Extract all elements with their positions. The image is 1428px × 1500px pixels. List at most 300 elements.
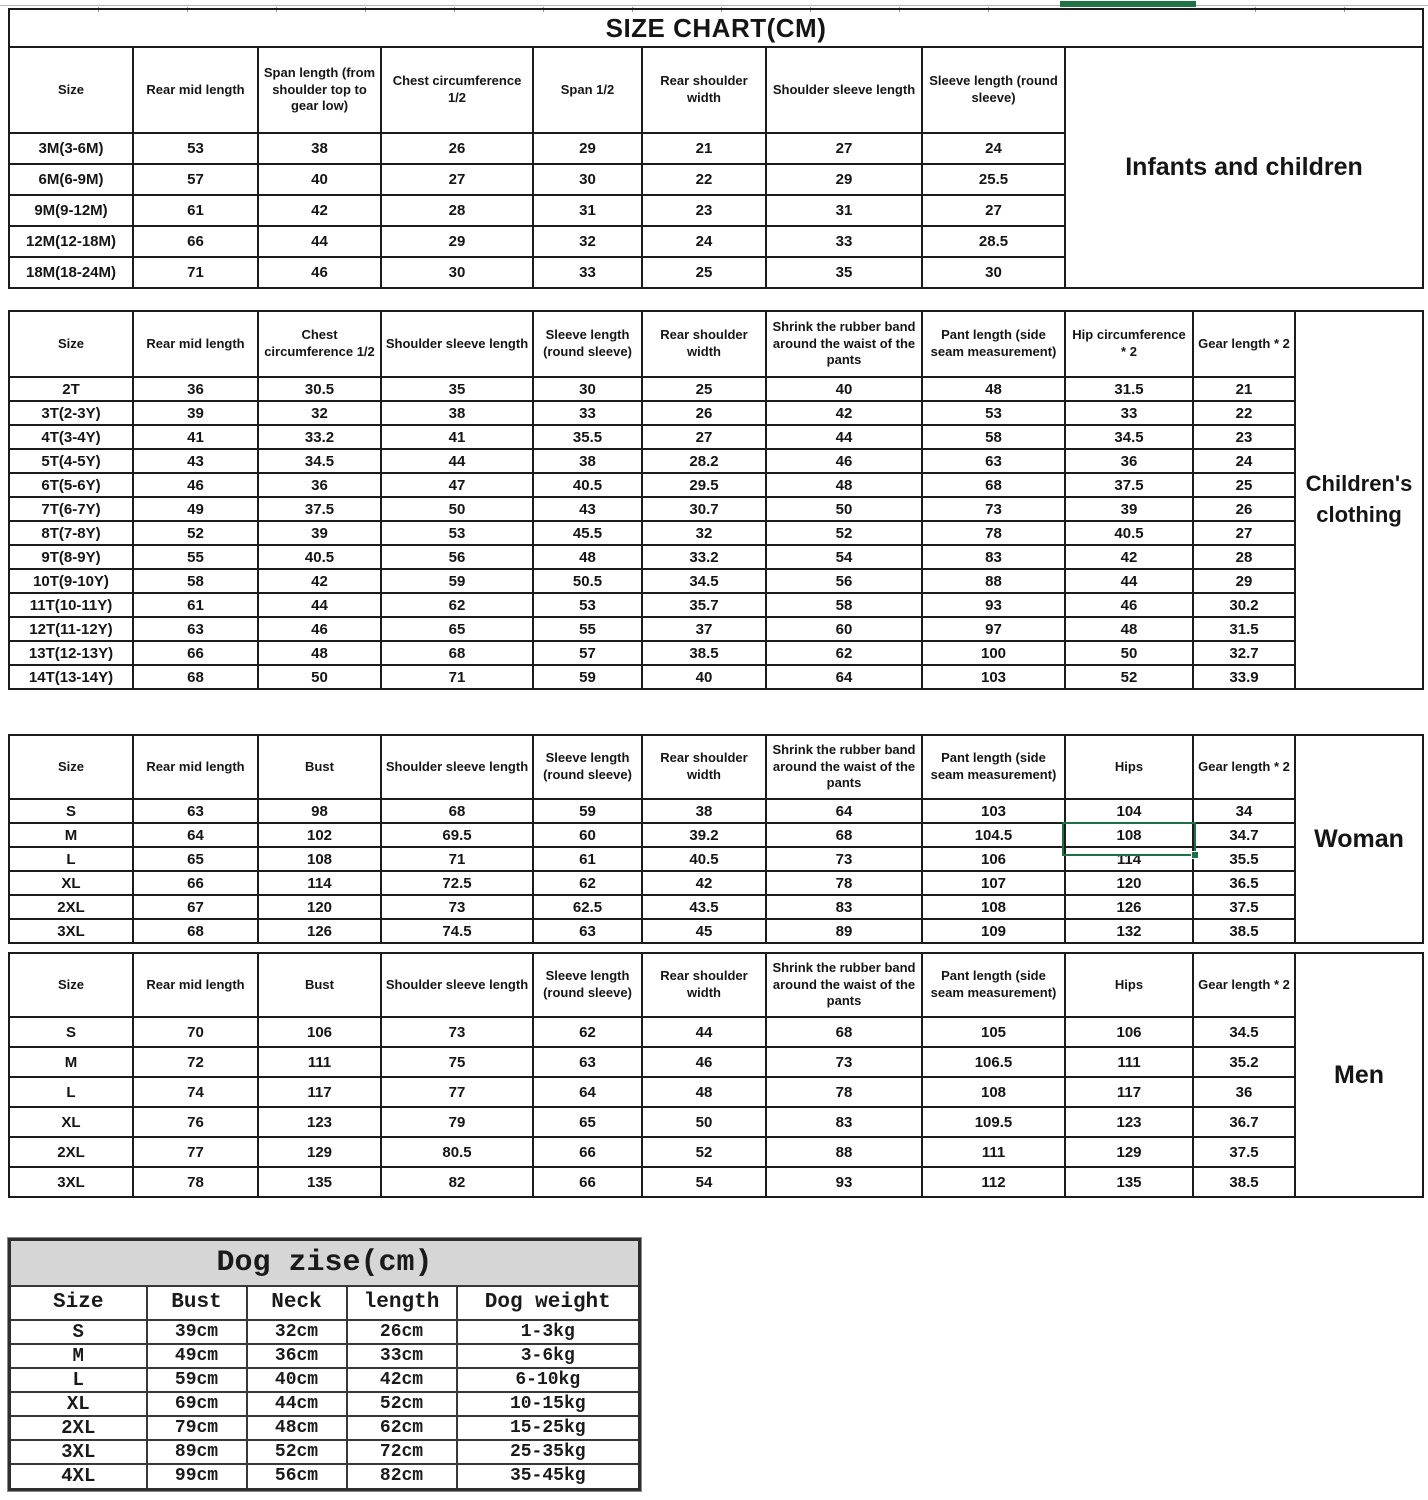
- value-cell: 39: [1065, 497, 1193, 521]
- value-cell: 111: [922, 1137, 1065, 1167]
- value-cell: 32: [533, 226, 642, 257]
- value-cell: 50: [642, 1107, 766, 1137]
- value-cell: 68: [766, 823, 922, 847]
- value-cell: 38: [533, 449, 642, 473]
- value-cell: 64: [533, 1077, 642, 1107]
- value-cell: 48: [1065, 617, 1193, 641]
- value-cell: 36: [1193, 1077, 1295, 1107]
- value-cell: 78: [766, 1077, 922, 1107]
- value-cell: 34.5: [1065, 425, 1193, 449]
- value-cell: 78: [133, 1167, 258, 1197]
- value-cell: 50: [381, 497, 533, 521]
- value-cell: 26: [381, 133, 533, 164]
- value-cell: 33cm: [347, 1344, 457, 1368]
- value-cell: 63: [922, 449, 1065, 473]
- value-cell: 52: [133, 521, 258, 545]
- value-cell: 38: [258, 133, 381, 164]
- value-cell: 129: [258, 1137, 381, 1167]
- header-cell: Size: [9, 953, 133, 1017]
- header-cell: Bust: [258, 953, 381, 1017]
- value-cell: 102: [258, 823, 381, 847]
- value-cell: 29: [381, 226, 533, 257]
- value-cell: 44cm: [247, 1392, 347, 1416]
- value-cell: 29: [533, 133, 642, 164]
- value-cell: 76: [133, 1107, 258, 1137]
- value-cell: 123: [1065, 1107, 1193, 1137]
- value-cell: 22: [642, 164, 766, 195]
- value-cell: 104.5: [922, 823, 1065, 847]
- value-cell: 59: [533, 665, 642, 689]
- value-cell: 41: [381, 425, 533, 449]
- value-cell: 27: [766, 133, 922, 164]
- value-cell: 63: [533, 1047, 642, 1077]
- value-cell: 66: [533, 1137, 642, 1167]
- value-cell: 73: [922, 497, 1065, 521]
- value-cell: 28: [1193, 545, 1295, 569]
- value-cell: 48: [922, 377, 1065, 401]
- value-cell: 62.5: [533, 895, 642, 919]
- size-cell: M: [10, 1344, 147, 1368]
- value-cell: 25: [1193, 473, 1295, 497]
- value-cell: 71: [381, 847, 533, 871]
- infants-table-grid: [8, 8, 1424, 289]
- header-cell: Pant length (side seam measurement): [922, 953, 1065, 1017]
- value-cell: 33: [1065, 401, 1193, 425]
- value-cell: 44: [642, 1017, 766, 1047]
- value-cell: 21: [1193, 377, 1295, 401]
- size-cell: 2XL: [9, 895, 133, 919]
- value-cell: 39: [133, 401, 258, 425]
- header-cell: Rear mid length: [133, 47, 258, 133]
- woman-table-grid: [8, 734, 1424, 944]
- size-cell: 10T(9-10Y): [9, 569, 133, 593]
- value-cell: 77: [133, 1137, 258, 1167]
- value-cell: 33.2: [258, 425, 381, 449]
- header-cell: Size: [10, 1286, 147, 1320]
- value-cell: 63: [133, 799, 258, 823]
- value-cell: 117: [1065, 1077, 1193, 1107]
- value-cell: 135: [258, 1167, 381, 1197]
- value-cell: 64: [766, 799, 922, 823]
- value-cell: 68: [133, 665, 258, 689]
- header-cell: Pant length (side seam measurement): [922, 735, 1065, 799]
- value-cell: 58: [766, 593, 922, 617]
- size-cell: L: [9, 1077, 133, 1107]
- value-cell: 34.5: [1193, 1017, 1295, 1047]
- value-cell: 38.5: [642, 641, 766, 665]
- header-cell: Pant length (side seam measurement): [922, 311, 1065, 377]
- value-cell: 77: [381, 1077, 533, 1107]
- value-cell: 72: [133, 1047, 258, 1077]
- value-cell: 44: [381, 449, 533, 473]
- value-cell: 80.5: [381, 1137, 533, 1167]
- value-cell: 66: [133, 226, 258, 257]
- value-cell: 30.2: [1193, 593, 1295, 617]
- size-cell: XL: [9, 1107, 133, 1137]
- size-cell: 18M(18-24M): [9, 257, 133, 288]
- value-cell: 89: [766, 919, 922, 943]
- value-cell: 74: [133, 1077, 258, 1107]
- value-cell: 24: [642, 226, 766, 257]
- value-cell: 66: [133, 641, 258, 665]
- value-cell: 37.5: [1065, 473, 1193, 497]
- size-cell: S: [9, 799, 133, 823]
- value-cell: 25: [642, 377, 766, 401]
- header-cell: Chest circumference 1/2: [381, 47, 533, 133]
- value-cell: 52cm: [347, 1392, 457, 1416]
- chart-title: SIZE CHART(CM): [9, 9, 1423, 47]
- dog-size-table: [8, 1238, 641, 1491]
- value-cell: 56: [766, 569, 922, 593]
- value-cell: 83: [766, 895, 922, 919]
- size-cell: 13T(12-13Y): [9, 641, 133, 665]
- value-cell: 38: [381, 401, 533, 425]
- value-cell: 68: [381, 799, 533, 823]
- value-cell: 52: [766, 521, 922, 545]
- value-cell: 48cm: [247, 1416, 347, 1440]
- value-cell: 32: [642, 521, 766, 545]
- value-cell: 37: [642, 617, 766, 641]
- value-cell: 83: [766, 1107, 922, 1137]
- value-cell: 65: [533, 1107, 642, 1137]
- value-cell: 35.7: [642, 593, 766, 617]
- value-cell: 45: [642, 919, 766, 943]
- header-cell: Dog weight: [457, 1286, 640, 1320]
- value-cell: 63: [133, 617, 258, 641]
- value-cell: 31.5: [1065, 377, 1193, 401]
- value-cell: 65: [133, 847, 258, 871]
- value-cell: 50.5: [533, 569, 642, 593]
- value-cell: 21: [642, 133, 766, 164]
- size-cell: 11T(10-11Y): [9, 593, 133, 617]
- value-cell: 42: [258, 569, 381, 593]
- value-cell: 25: [642, 257, 766, 288]
- value-cell: 106: [922, 847, 1065, 871]
- value-cell: 109: [922, 919, 1065, 943]
- value-cell: 72cm: [347, 1440, 457, 1464]
- size-cell: L: [10, 1368, 147, 1392]
- value-cell: 48: [642, 1077, 766, 1107]
- value-cell: 99cm: [147, 1464, 247, 1490]
- value-cell: 62: [533, 1017, 642, 1047]
- value-cell: 28.5: [922, 226, 1065, 257]
- value-cell: 62cm: [347, 1416, 457, 1440]
- value-cell: 40: [766, 377, 922, 401]
- children-size-table: [8, 310, 1424, 690]
- value-cell: 48: [766, 473, 922, 497]
- value-cell: 103: [922, 665, 1065, 689]
- value-cell: 73: [381, 1017, 533, 1047]
- value-cell: 23: [1193, 425, 1295, 449]
- value-cell: 3-6kg: [457, 1344, 640, 1368]
- value-cell: 59: [381, 569, 533, 593]
- value-cell: 33: [766, 226, 922, 257]
- header-cell: Hips: [1065, 735, 1193, 799]
- size-cell: 9T(8-9Y): [9, 545, 133, 569]
- value-cell: 43: [533, 497, 642, 521]
- value-cell: 79cm: [147, 1416, 247, 1440]
- value-cell: 24: [1193, 449, 1295, 473]
- header-cell: Shrink the rubber band around the waist of the pants: [766, 953, 922, 1017]
- value-cell: 40.5: [258, 545, 381, 569]
- header-cell: Bust: [147, 1286, 247, 1320]
- value-cell: 103: [922, 799, 1065, 823]
- header-cell: Shrink the rubber band around the waist of the pants: [766, 735, 922, 799]
- value-cell: 36: [258, 473, 381, 497]
- value-cell: 59: [533, 799, 642, 823]
- size-cell: 3XL: [9, 1167, 133, 1197]
- value-cell: 28.2: [642, 449, 766, 473]
- value-cell: 41: [133, 425, 258, 449]
- value-cell: 60: [766, 617, 922, 641]
- value-cell: 35: [381, 377, 533, 401]
- value-cell: 31: [533, 195, 642, 226]
- value-cell: 46: [258, 257, 381, 288]
- value-cell: 78: [922, 521, 1065, 545]
- value-cell: 47: [381, 473, 533, 497]
- value-cell: 73: [766, 847, 922, 871]
- value-cell: 111: [1065, 1047, 1193, 1077]
- value-cell: 61: [533, 847, 642, 871]
- value-cell: 71: [381, 665, 533, 689]
- value-cell: 129: [1065, 1137, 1193, 1167]
- value-cell: 34.5: [642, 569, 766, 593]
- value-cell: 55: [533, 617, 642, 641]
- value-cell: 31: [766, 195, 922, 226]
- value-cell: 120: [1065, 871, 1193, 895]
- value-cell: 36: [133, 377, 258, 401]
- header-cell: Rear shoulder width: [642, 311, 766, 377]
- value-cell: 53: [133, 133, 258, 164]
- value-cell: 48: [258, 641, 381, 665]
- header-cell: Size: [9, 735, 133, 799]
- value-cell: 61: [133, 195, 258, 226]
- value-cell: 73: [381, 895, 533, 919]
- header-cell: Size: [9, 47, 133, 133]
- header-cell: Rear mid length: [133, 953, 258, 1017]
- size-cell: 2XL: [10, 1416, 147, 1440]
- size-cell: 6M(6-9M): [9, 164, 133, 195]
- value-cell: 83: [922, 545, 1065, 569]
- value-cell: 78: [766, 871, 922, 895]
- value-cell: 62: [533, 871, 642, 895]
- value-cell: 23: [642, 195, 766, 226]
- value-cell: 29.5: [642, 473, 766, 497]
- value-cell: 40cm: [247, 1368, 347, 1392]
- value-cell: 82cm: [347, 1464, 457, 1490]
- header-cell: Sleeve length (round sleeve): [533, 311, 642, 377]
- value-cell: 45.5: [533, 521, 642, 545]
- value-cell: 56cm: [247, 1464, 347, 1490]
- value-cell: 32: [258, 401, 381, 425]
- value-cell: 108: [258, 847, 381, 871]
- value-cell: 65: [381, 617, 533, 641]
- value-cell: 53: [533, 593, 642, 617]
- men-section-label: Men: [1295, 953, 1423, 1197]
- value-cell: 46: [258, 617, 381, 641]
- value-cell: 53: [922, 401, 1065, 425]
- value-cell: 46: [642, 1047, 766, 1077]
- value-cell: 93: [766, 1167, 922, 1197]
- value-cell: 42cm: [347, 1368, 457, 1392]
- value-cell: 68: [381, 641, 533, 665]
- value-cell: 42: [766, 401, 922, 425]
- value-cell: 75: [381, 1047, 533, 1077]
- value-cell: 57: [133, 164, 258, 195]
- value-cell: 35: [766, 257, 922, 288]
- men-table-grid: [8, 952, 1424, 1198]
- value-cell: 27: [1193, 521, 1295, 545]
- value-cell: 38.5: [1193, 919, 1295, 943]
- value-cell: 32cm: [247, 1320, 347, 1344]
- value-cell: 50: [258, 665, 381, 689]
- value-cell: 46: [133, 473, 258, 497]
- value-cell: 64: [133, 823, 258, 847]
- value-cell: 114: [1065, 847, 1193, 871]
- size-cell: 3T(2-3Y): [9, 401, 133, 425]
- value-cell: 53: [381, 521, 533, 545]
- size-cell: S: [9, 1017, 133, 1047]
- size-cell: 3M(3-6M): [9, 133, 133, 164]
- value-cell: 40.5: [533, 473, 642, 497]
- header-cell: Sleeve length (round sleeve): [533, 735, 642, 799]
- men-size-table: [8, 952, 1424, 1198]
- sheet-top-ruler: [0, 5, 1428, 6]
- header-cell: Span length (from shoulder top to gear low): [258, 47, 381, 133]
- value-cell: 97: [922, 617, 1065, 641]
- value-cell: 52: [642, 1137, 766, 1167]
- header-cell: Rear shoulder width: [642, 735, 766, 799]
- value-cell: 104: [1065, 799, 1193, 823]
- header-cell: Hip circumference * 2: [1065, 311, 1193, 377]
- size-cell: XL: [10, 1392, 147, 1416]
- value-cell: 61: [133, 593, 258, 617]
- value-cell: 36.5: [1193, 871, 1295, 895]
- value-cell: 52: [1065, 665, 1193, 689]
- value-cell: 58: [922, 425, 1065, 449]
- value-cell: 10-15kg: [457, 1392, 640, 1416]
- size-cell: S: [10, 1320, 147, 1344]
- size-cell: 3XL: [10, 1440, 147, 1464]
- size-cell: 14T(13-14Y): [9, 665, 133, 689]
- value-cell: 105: [922, 1017, 1065, 1047]
- value-cell: 111: [258, 1047, 381, 1077]
- value-cell: 35.2: [1193, 1047, 1295, 1077]
- value-cell: 43.5: [642, 895, 766, 919]
- children-table-grid: [8, 310, 1424, 690]
- value-cell: 54: [642, 1167, 766, 1197]
- value-cell: 33.2: [642, 545, 766, 569]
- value-cell: 98: [258, 799, 381, 823]
- header-cell: Shoulder sleeve length: [381, 953, 533, 1017]
- value-cell: 31.5: [1193, 617, 1295, 641]
- header-cell: length: [347, 1286, 457, 1320]
- value-cell: 112: [922, 1167, 1065, 1197]
- value-cell: 46: [1065, 593, 1193, 617]
- value-cell: 39.2: [642, 823, 766, 847]
- value-cell: 114: [258, 871, 381, 895]
- size-cell: L: [9, 847, 133, 871]
- size-cell: M: [9, 1047, 133, 1077]
- value-cell: 79: [381, 1107, 533, 1137]
- value-cell: 30: [533, 164, 642, 195]
- size-cell: XL: [9, 871, 133, 895]
- value-cell: 26: [1193, 497, 1295, 521]
- value-cell: 36.7: [1193, 1107, 1295, 1137]
- value-cell: 27: [642, 425, 766, 449]
- size-cell: 4XL: [10, 1464, 147, 1490]
- header-cell: Bust: [258, 735, 381, 799]
- header-cell: Rear mid length: [133, 311, 258, 377]
- value-cell: 22: [1193, 401, 1295, 425]
- value-cell: 48: [533, 545, 642, 569]
- value-cell: 88: [922, 569, 1065, 593]
- size-cell: 8T(7-8Y): [9, 521, 133, 545]
- value-cell: 36cm: [247, 1344, 347, 1368]
- value-cell: 50: [1065, 641, 1193, 665]
- value-cell: 120: [258, 895, 381, 919]
- header-cell: Hips: [1065, 953, 1193, 1017]
- value-cell: 60: [533, 823, 642, 847]
- value-cell: 108: [922, 1077, 1065, 1107]
- header-cell: Rear shoulder width: [642, 953, 766, 1017]
- value-cell: 71: [133, 257, 258, 288]
- value-cell: 69.5: [381, 823, 533, 847]
- value-cell: 52cm: [247, 1440, 347, 1464]
- value-cell: 30: [381, 257, 533, 288]
- size-cell: 7T(6-7Y): [9, 497, 133, 521]
- value-cell: 64: [766, 665, 922, 689]
- value-cell: 100: [922, 641, 1065, 665]
- value-cell: 32.7: [1193, 641, 1295, 665]
- size-cell: 12T(11-12Y): [9, 617, 133, 641]
- value-cell: 54: [766, 545, 922, 569]
- size-cell: M: [9, 823, 133, 847]
- selected-column-indicator: [1060, 1, 1196, 7]
- value-cell: 36: [1065, 449, 1193, 473]
- size-cell: 4T(3-4Y): [9, 425, 133, 449]
- value-cell: 15-25kg: [457, 1416, 640, 1440]
- header-cell: Shrink the rubber band around the waist of the pants: [766, 311, 922, 377]
- value-cell: 33.9: [1193, 665, 1295, 689]
- value-cell: 44: [1065, 569, 1193, 593]
- value-cell: 42: [1065, 545, 1193, 569]
- value-cell: 25-35kg: [457, 1440, 640, 1464]
- value-cell: 40.5: [1065, 521, 1193, 545]
- value-cell: 67: [133, 895, 258, 919]
- value-cell: 40: [642, 665, 766, 689]
- value-cell: 46: [766, 449, 922, 473]
- value-cell: 50: [766, 497, 922, 521]
- value-cell: 89cm: [147, 1440, 247, 1464]
- value-cell: 40: [258, 164, 381, 195]
- value-cell: 68: [766, 1017, 922, 1047]
- header-cell: Gear length * 2: [1193, 735, 1295, 799]
- infants-size-table: [8, 8, 1424, 289]
- header-cell: Sleeve length (round sleeve): [533, 953, 642, 1017]
- value-cell: 34.5: [258, 449, 381, 473]
- value-cell: 62: [766, 641, 922, 665]
- value-cell: 35.5: [533, 425, 642, 449]
- value-cell: 37.5: [1193, 1137, 1295, 1167]
- value-cell: 126: [1065, 895, 1193, 919]
- header-cell: Gear length * 2: [1193, 311, 1295, 377]
- value-cell: 58: [133, 569, 258, 593]
- size-cell: 3XL: [9, 919, 133, 943]
- value-cell: 44: [258, 593, 381, 617]
- value-cell: 44: [766, 425, 922, 449]
- children-section-label: Children's clothing: [1295, 311, 1423, 689]
